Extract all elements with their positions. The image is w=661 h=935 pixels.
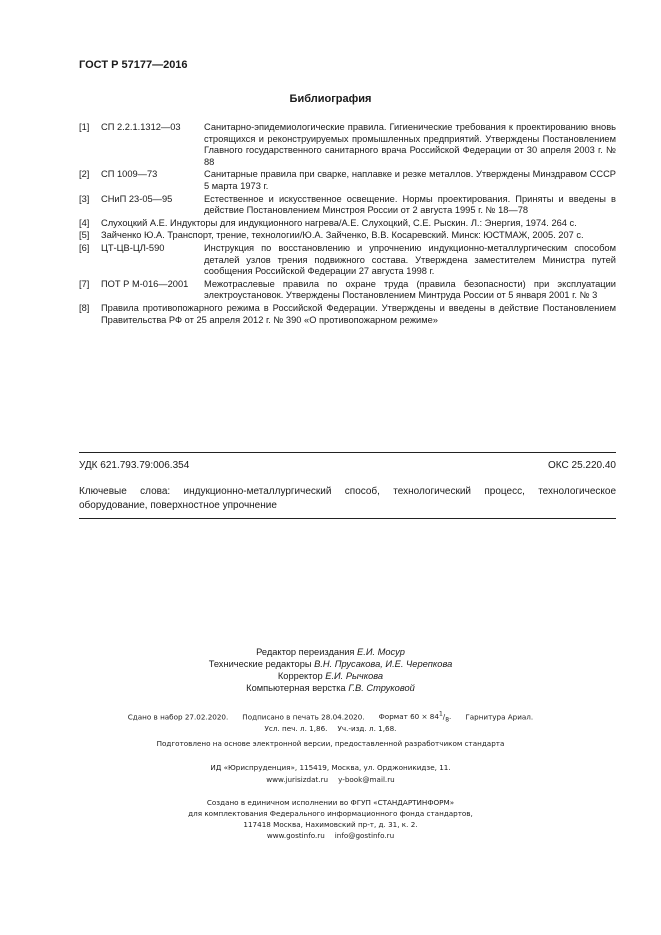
entry-text: Правила противопожарного режима в Российской Федерации. Утверждены и введены в действие Постановлением Правительства РФ от 25 апреля 2012 г. № 390 «О противопожарном режиме» (101, 302, 616, 325)
typeface: Гарнитура Ариал. (465, 712, 534, 722)
created-line-3: 117418 Москва, Нахимовский пр-т, д. 31, к. 2. (243, 820, 418, 829)
format-numerator: 1 (438, 711, 443, 718)
format-denominator: 8 (445, 716, 450, 724)
keywords: Ключевые слова: индукционно-металлургический способ, технологический процесс, технологическое оборудование, поверхностное упрочнение (79, 486, 616, 511)
tech-editors-line (0, 658, 661, 670)
entry-code: СП 1009—73 (101, 169, 158, 180)
prepared-note: Подготовлено на основе электронной версии, предоставленной разработчиком стандарта (156, 739, 505, 748)
entry-code: ПОТ Р М-016—2001 (101, 278, 189, 289)
entry-number: [7] (79, 278, 90, 289)
udc-code: УДК 621.793.79:006.354 (79, 460, 190, 471)
submitted-date: Сдано в набор 27.02.2020. (127, 712, 229, 722)
entry-text: Санитарные правила при сварке, наплавке и резке металлов. Утверждены Минздравом СССР 5 марта 1973 г. (204, 169, 616, 191)
entry-code: ЦТ-ЦВ-ЦЛ-590 (101, 242, 165, 253)
publisher-contacts (0, 774, 661, 785)
entry-number: [6] (79, 242, 90, 253)
entry-number: [3] (79, 193, 90, 204)
entry-number: [5] (79, 230, 90, 241)
tech-editors-label: Технические редакторы (208, 659, 312, 669)
entry-code: СНиП 23-05—95 (101, 193, 173, 204)
proofreader-label: Корректор (277, 671, 323, 681)
standard-number: ГОСТ Р 57177—2016 (79, 59, 188, 71)
gostinfo-site-link[interactable]: www.gostinfo.ru (266, 831, 325, 840)
entry-text: Инструкция по восстановлению и упрочнению индукционно-металлургическим способом деталей узлов трения подвижного состава. Утверждена заместителем Министра путей сообщения Российской Федерации 27 августа 1998 г. (204, 242, 616, 277)
bibliography-entry (79, 122, 616, 168)
bibliography-entry (79, 218, 616, 230)
bibliography-entry (79, 169, 616, 192)
publisher-site-link[interactable]: www.jurisizdat.ru (266, 775, 329, 784)
editor-name: Е.И. Мосур (357, 647, 405, 657)
oks-code: ОКС 25.220.40 (548, 460, 616, 471)
publisher-address: ИД «Юриспруденция», 115419, Москва, ул. Орджоникидзе, 11. (210, 763, 451, 772)
bibliography-entry (79, 279, 616, 302)
entry-number: [1] (79, 122, 90, 132)
proofreader-name: Е.И. Рычкова (325, 671, 384, 681)
bibliography-entry (79, 230, 616, 242)
bibliography-entry (79, 303, 616, 326)
entry-number: [2] (79, 169, 90, 180)
signed-date: Подписано в печать 28.04.2020. (242, 712, 365, 722)
bibliography-entry (79, 194, 616, 217)
editor-label: Редактор переиздания (256, 647, 355, 657)
format-suffix: . (449, 712, 452, 722)
credits-block (0, 646, 661, 694)
created-line-1: Создано в единичном исполнении во ФГУП «СТАНДАРТИНФОРМ» (206, 798, 455, 807)
print-sheets: Усл. печ. л. 1,86. (264, 724, 328, 733)
bibliography-list (79, 122, 616, 327)
publication-sheets: Уч.-изд. л. 1,68. (337, 724, 397, 733)
layout-label: Компьютерная верстка (246, 683, 346, 693)
tech-editors-names: В.Н. Прусакова, И.Е. Черепкова (314, 659, 453, 669)
top-divider (79, 452, 616, 453)
entry-text: Межотраслевые правила по охране труда (правила безопасности) при эксплуатации электроустановок. Утверждены Постановлением Минтруда России от 5 января 2001 г. № 3 (204, 278, 616, 301)
entry-number: [4] (79, 217, 90, 228)
bibliography-entry (79, 243, 616, 278)
gostinfo-contacts (0, 830, 661, 841)
entry-text: Естественное и искусственное освещение. Нормы проектирования. Приняты и введены в действие Постановлением Минстроя России от 2 августа 1995 г. № 18—78 (204, 193, 616, 216)
layout-name: Г.В. Струковой (348, 683, 415, 693)
entry-code: СП 2.2.1.1312—03 (101, 122, 181, 132)
layout-line (0, 682, 661, 694)
editor-line (0, 646, 661, 658)
entry-text: Слухоцкий А.Е. Индукторы для индукционного нагрева/А.Е. Слухоцкий, С.Е. Рыскин. Л.: Энергия, 1974. 264 с. (101, 217, 577, 228)
entry-number: [8] (79, 302, 90, 313)
sheets-info (0, 723, 661, 734)
gostinfo-email-link[interactable]: info@gostinfo.ru (334, 831, 395, 840)
format-prefix: Формат 60 × 84 (378, 712, 439, 722)
entry-text: Санитарно-эпидемиологические правила. Гигиенические требования к проектированию вновь строящихся и реконструируемых промышленных предприятий. Утверждены Постановлением Главного государственного санитарного врача Российской Федерации от 30 апреля 2003 г. № 88 (204, 122, 616, 167)
created-line-2: для комплектования Федерального информационного фонда стандартов, (188, 809, 473, 818)
publisher-email-link[interactable]: y-book@mail.ru (338, 775, 395, 784)
paper-format: Формат $60 \times 84^1/_8$. (378, 711, 452, 724)
bibliography-title: Библиография (289, 93, 372, 105)
proofreader-line (0, 670, 661, 682)
bottom-divider (79, 518, 616, 519)
entry-text: Зайченко Ю.А. Транспорт, трение, технологии/Ю.А. Зайченко, В.В. Косаревский. Минск: ЮСТМАЖ, 2005. 207 с. (101, 230, 584, 241)
